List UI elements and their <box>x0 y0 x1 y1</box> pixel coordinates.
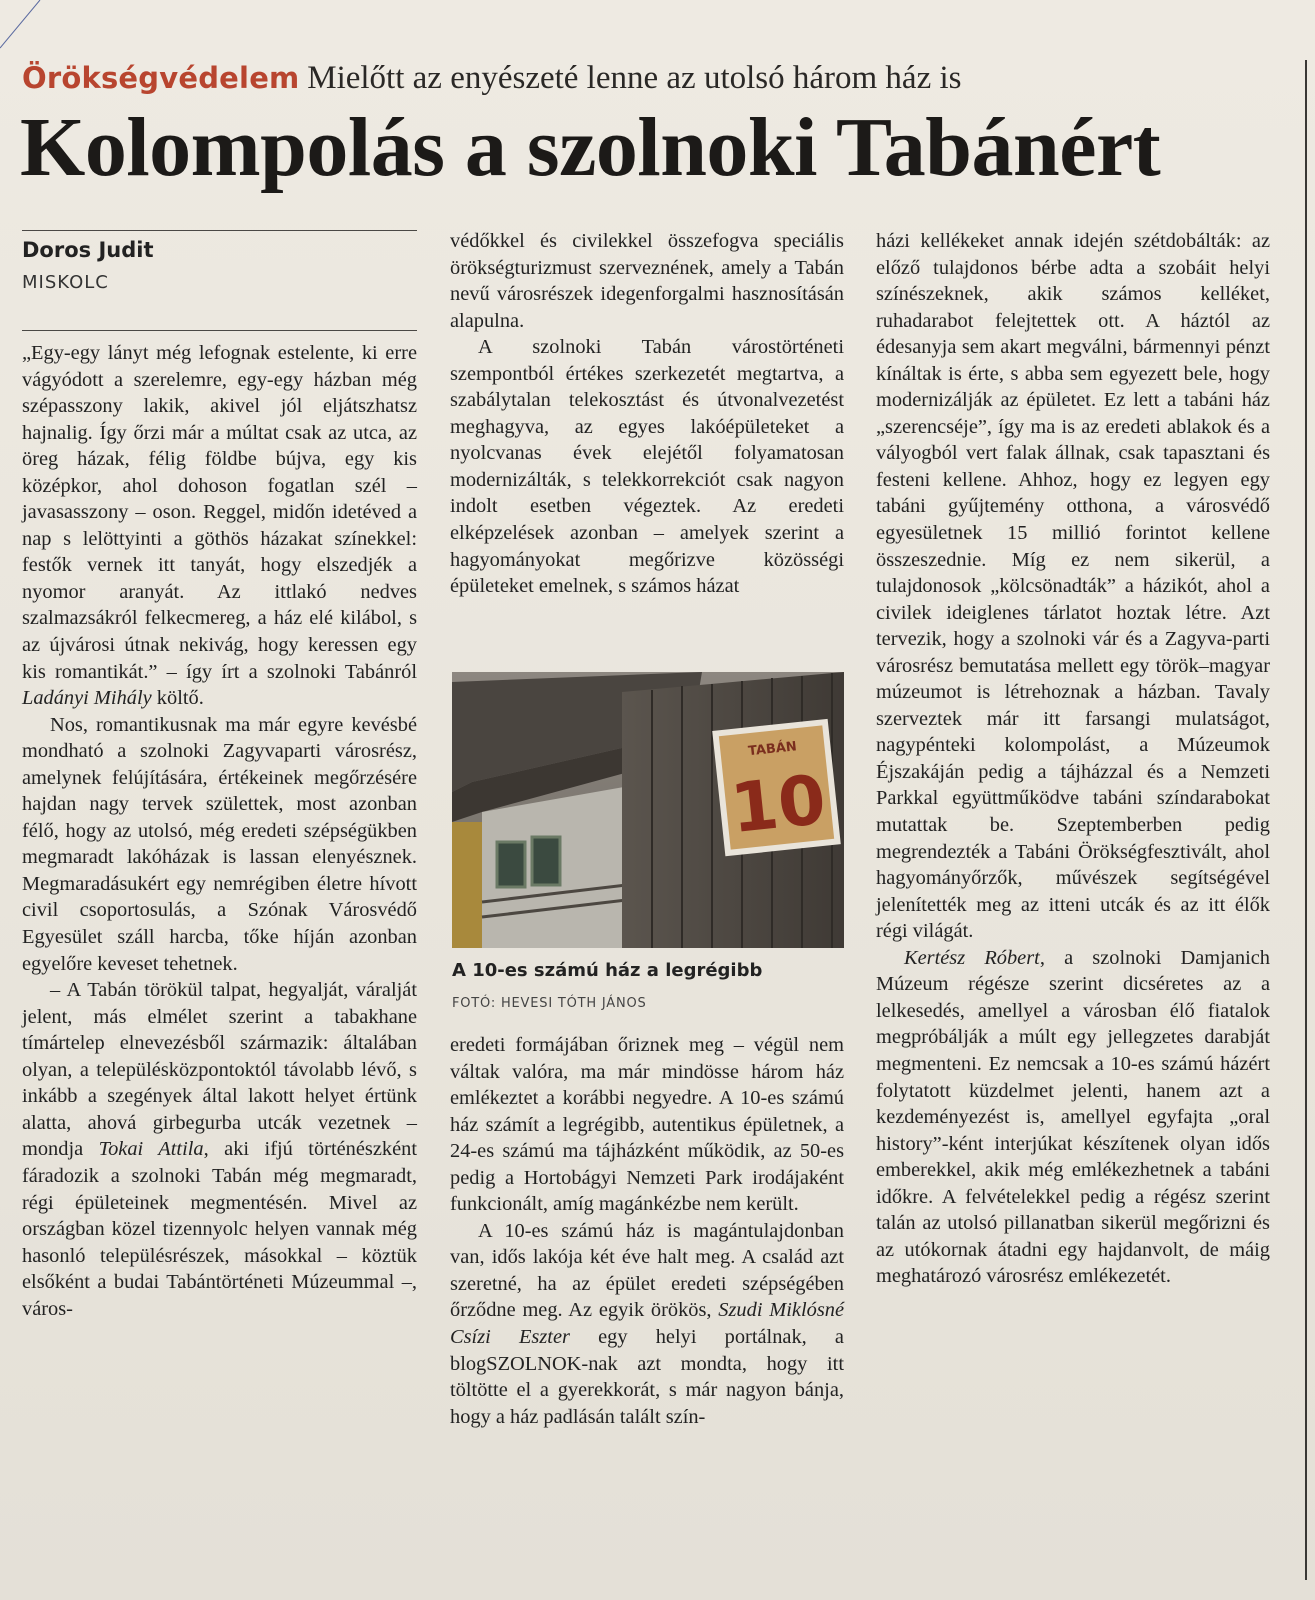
photo-caption: A 10-es számú ház a legrégibb <box>452 960 763 981</box>
column-3 <box>876 228 1270 1290</box>
photo-credit: FOTÓ: HEVESI TÓTH JÁNOS <box>452 996 647 1011</box>
paragraph: A 10-es számú ház is magántulajdonban van, idős lakója két éve halt meg. A család azt szeretné, ha az épület eredeti szépségében őrződne meg. Az egyik örökös, Szudi Miklósné Csízi Eszter egy helyi portálnak, a blogSZOLNOK-nak azt mondta, hogy itt töltötte el a gyerekkorát, s már nagyon bánja, hogy a ház padlásán talált szín- <box>450 1219 844 1428</box>
paragraph: A szolnoki Tabán várostörténeti szempontból értékes szerkezetét megtartva, a szabálytalan telekosztást és útvonalvezetést meghagyva, az egyes lakóépületeket a nyolcvanas évek elejétől folyamatosan modernizálták, s telekkorrekciót csak nagyon indolt esetben végeztek. Az eredeti elképzelések azonban – amelyek szerint a hagyományokat megőrizve közösségi épületeket emelnek, s számos házat <box>450 336 844 598</box>
paragraph: védőkkel és civilekkel összefogva speciális örökségturizmust szerveznének, amely a Tabán nevű városrészek idegenforgalmi hasznosításán alapulna. <box>450 230 844 332</box>
article-photo <box>452 672 844 948</box>
photo-illustration <box>452 672 844 948</box>
photo-sign-number: 10 <box>727 760 830 850</box>
category-label: Örökségvédelem <box>22 61 300 95</box>
paragraph: Nos, romantikusnak ma már egyre kevésbé mondható a szolnoki Zagyvaparti városrész, amelynek felújítására, értékeinek megőrzésére hajdan nagy tervek születtek, most azonban félő, hogy az utolsó, még eredeti szépségükben megmaradt lakóházak is lassan elenyésznek. Megmaradásukért egy nemrégiben életre hívott civil csoportosulás, a Szónak Városvédő Egyesület száll harcba, tőke híján azonban egyelőre keveset tehetnek. <box>22 713 417 975</box>
author-location: MISKOLC <box>22 272 109 293</box>
author-top-rule <box>22 230 417 231</box>
column-2-top <box>450 228 844 600</box>
paragraph: – A Tabán törökül talpat, hegyalját, váralját jelent, más elmélet szerint a tabakhane tímártelep elnevezésből származik: általában olyan, a településközpontoktól távolabb lévő, s inkább a szegények által lakott helyet értünk alatta, ahová girbegurba utcák vezetnek – mondja Tokai Attila, aki ifjú történészként fáradozik a szolnoki Tabán még megmaradt, régi épületeinek megmentésén. Mivel az országban közel tizennyolc helyen vannak még hasonló településrészek, másokkal – köztük elsőként a budai Tabántörténeti Múzeummal –, város- <box>22 979 417 1320</box>
author-bottom-rule <box>22 330 417 331</box>
right-column-rule <box>1305 60 1307 1580</box>
column-2-bottom <box>450 1032 844 1430</box>
paragraph: Kertész Róbert, a szolnoki Damjanich Múzeum régésze szerint dicséretes az a lelkesedés, amellyel a városban élő fiatalok megpróbálják a múlt egy jellegzetes darabját megmenteni. Ez nemcsak a 10-es számú házért folytatott küzdelmet jelenti, hanem azt a kezdeményezést is, amellyel egyfajta „oral history”-ként interjúkat készítenek olyan idős emberekkel, akik még emlékezhetnek a tabáni időkre. A felvételekkel pedig a régész szerint talán az utolsó pillanatban sikerül megőrizni és az utókornak átadni egy hajdanvolt, de máig meghatározó városrész emlékezetét. <box>876 946 1270 1288</box>
paragraph: „Egy-egy lányt még lefognak estelente, ki erre vágyódott a szerelemre, egy-egy házban még szépasszony lakik, akivel jól eljátszhatsz hajnalig. Így őrzi már a múltat csak az utca, az öreg házak, félig földbe bújva, egy kis középkor, ahol dohoson fogatlan szél – javasasszony – oson. Reggel, midőn idetéved a nap s lelöttyinti a göthös házakat színekkel: festők vernek itt tanyát, hogy elszedjék a nyomor aranyát. Az ittlakó nedves szalmazsákról felkecmereg, a ház elé kilábol, s az újvárosi útnak nekivág, hogy keressen egy kis romantikát.” – így írt a szolnoki Tabánról Ladányi Mihály költő. <box>22 342 417 710</box>
subheadline: Mielőtt az enyészeté lenne az utolsó három ház is <box>307 60 962 96</box>
person-name: Kertész Róbert <box>904 946 1040 969</box>
headline: Kolompolás a szolnoki Tabánért <box>20 101 1161 194</box>
person-name: Tokai Attila <box>98 1138 204 1161</box>
kicker <box>22 58 961 98</box>
person-name: Szudi Miklósné Csízi Eszter <box>450 1299 844 1349</box>
person-name: Ladányi Mihály <box>22 687 152 710</box>
column-1 <box>22 340 417 1322</box>
corner-scratch-line <box>0 0 60 60</box>
paragraph: házi kellékeket annak idején szétdobálták: az előző tulajdonos bérbe adta a szobáit helyi színészeknek, akik számos kelléket, ruhadarabot felejtettek ott. A háztól az édesanyja sem akart megválni, bármennyi pénzt kínáltak is érte, s abba sem egyezett bele, hogy modernizálják az épületet. Ez lett a tabáni ház „szerencséje”, így ma is az eredeti ablakok és a vályogból vert falak állnak, csak tapasztani és festeni kellene. Ahhoz, hogy ez legyen egy tabáni gyűjtemény otthona, a városvédő egyesületnek 15 millió forintot kellene összeszednie. Míg ez nem sikerül, a tulajdonosok „kölcsönadták” a házikót, ahol a civilek ideiglenes tárlatot hoztak létre. Azt tervezik, hogy a szolnoki vár és a Zagyva-parti városrész bemutatása mellett egy török–magyar múzeumot is létrehoznak a házban. Tavaly szerveztek már itt farsangi mulatságot, nagypénteki kolompolást, a Múzeumok Éjszakáján pedig a tájházzal és a Nemzeti Parkkal együttműködve tabáni színdarabokat mutattak be. Szeptemberben pedig megrendezték a Tabáni Örökségfesztivált, ahol hagyományőrzők, művészek segítségével jelenítették meg az itteni utcák és az itt élők régi világát. <box>876 230 1270 943</box>
photo-sign-label: TABÁN <box>747 739 798 760</box>
author-name: Doros Judit <box>22 238 154 262</box>
paragraph: eredeti formájában őriznek meg – végül nem váltak valóra, ma már mindösse három ház emlékeztet a korábbi negyedre. A 10-es számú ház számít a legrégibb, autentikus épületnek, a 24-es számú ma tájházként működik, az 50-es pedig a Hortobágyi Nemzeti Park irodájaként funkcionált, amíg magánkézbe nem került. <box>450 1034 844 1216</box>
